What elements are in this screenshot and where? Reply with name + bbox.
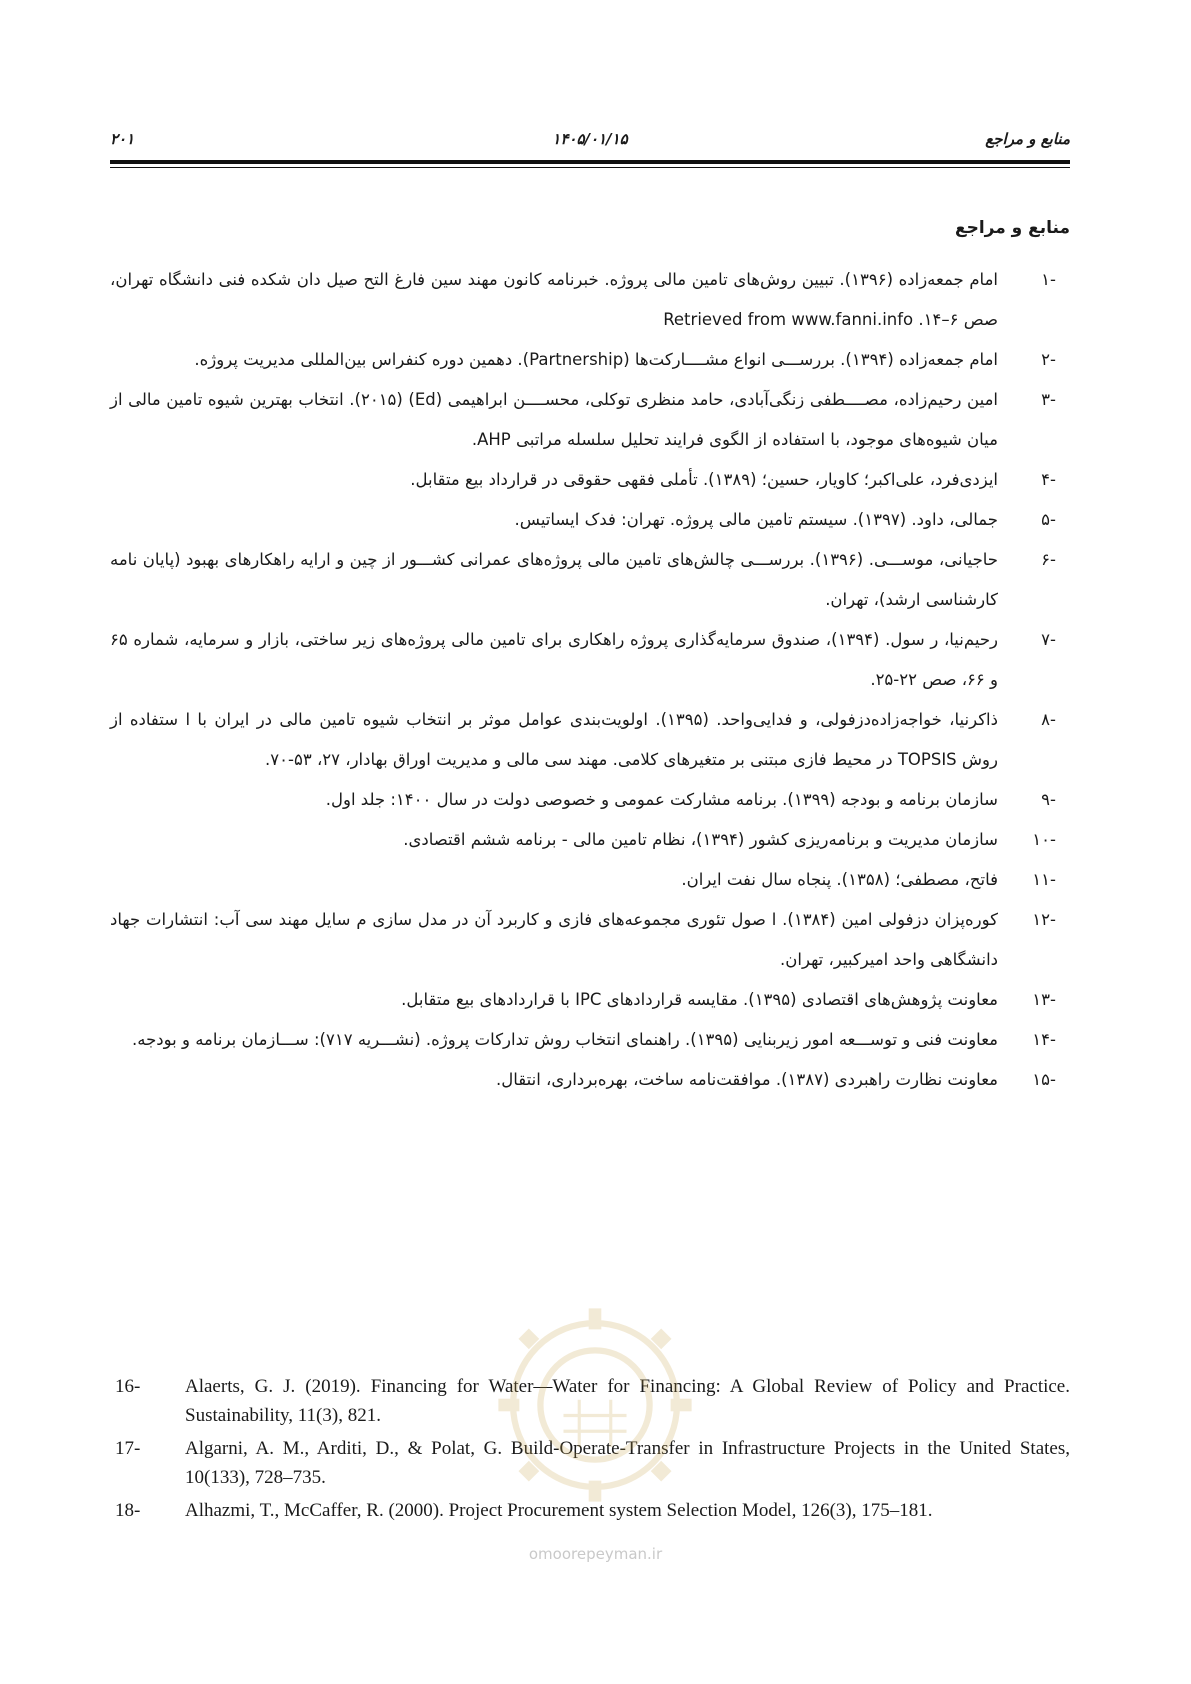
english-reference-item — [115, 1434, 1070, 1492]
reference-text: کوره‌پزان دزفولی امین (۱۳۸۴). ا صول تئوری مجموعه‌های فازی و کاربرد آن در مدل سازی م سایل مهند سی آب: انتشارات جهاد دانشگاهی واحد امیرکبیر، تهران. — [110, 910, 999, 969]
header-section-name: منابع و مراجع — [985, 130, 1070, 148]
reference-number: -۱۲ — [1032, 910, 1056, 929]
header-rule-thick — [110, 160, 1070, 164]
reference-number: -۱۱ — [1032, 870, 1056, 889]
persian-reference-item — [110, 820, 1070, 860]
reference-text: معاونت فنی و توســـعه امور زیربنایی (۱۳۹۵). راهنمای انتخاب روش تدارکات پروژه. (نشـــریه ۷۱۷): ســـازمان برنامه و بودجه. — [131, 1030, 998, 1049]
english-reference-item — [115, 1496, 1070, 1525]
english-reference-list — [115, 1372, 1070, 1529]
reference-text: سازمان برنامه و بودجه (۱۳۹۹). برنامه مشارکت عمومی و خصوصی دولت در سال ۱۴۰۰: جلد اول. — [325, 790, 998, 809]
reference-text: فاتح، مصطفی؛ (۱۳۵۸). پنجاه سال نفت ایران. — [681, 870, 998, 889]
reference-text: رحیم‌نیا، ر سول. (۱۳۹۴)، صندوق سرمایه‌گذاری پروژه راهکاری برای تامین مالی پروژه‌های زیر ساختی، بازار و سرمایه، شماره ۶۵ و ۶۶، صص ۲۲-۲۵. — [110, 630, 999, 689]
reference-number: -۲ — [1041, 350, 1056, 369]
english-reference-item — [115, 1372, 1070, 1430]
reference-number: -۱۳ — [1032, 990, 1056, 1009]
reference-text: ذاکرنیا، خواجه‌زاده‌دزفولی، و فدایی‌واحد. (۱۳۹۵). اولویت‌بندی عوامل موثر بر انتخاب شیوه تامین مالی در ایران با ا ستفاده از روش TOPSIS در محیط فازی مبتنی بر متغیرهای کلامی. مهند سی مالی و مدیریت اوراق بهادار، ۲۷، ۵۳-۷۰. — [110, 710, 998, 769]
persian-reference-item — [110, 1020, 1070, 1060]
reference-text: معاونت پژوهش‌های اقتصادی (۱۳۹۵). مقایسه قراردادهای IPC با قراردادهای بیع متقابل. — [401, 990, 998, 1009]
watermark-text — [0, 1545, 1191, 1563]
header-date: ۱۴۰۵/۰۱/۱۵ — [552, 130, 628, 148]
persian-reference-item — [110, 900, 1070, 980]
reference-text: امام جمعه‌زاده (۱۳۹۶). تبیین روش‌های تامین مالی پروژه. خبرنامه کانون مهند سین فارغ التح صیل دان شکده فنی دانشگاه تهران، صص ۶–۱۴. Retrieved from www.fanni.info — [110, 270, 998, 329]
reference-text: امین رحیم‌زاده، مصــــطفی زنگی‌آبادی، حامد منظری توکلی، محســــن ابراهیمی (Ed) (۲۰۱۵). انتخاب بهترین شیوه تامین مالی از میان شیوه‌های موجود، با استفاده از الگوی فرایند تحلیل سلسله مراتبی AHP. — [110, 390, 999, 449]
header-rule-thin — [110, 167, 1070, 168]
persian-reference-item — [110, 340, 1070, 380]
reference-number: -۶ — [1041, 550, 1056, 569]
watermark-label: omoorepeyman.ir — [528, 1545, 663, 1563]
reference-number: -۱ — [1041, 270, 1056, 289]
reference-number: -۱۰ — [1032, 830, 1056, 849]
reference-number: 16- — [115, 1376, 141, 1397]
section-title: منابع و مراجع — [954, 218, 1070, 238]
reference-number: -۷ — [1041, 630, 1056, 649]
reference-text: Alhazmi, T., McCaffer, R. (2000). Project Procurement system Selection Model, 126(3), 175–181. — [185, 1500, 933, 1521]
persian-reference-item — [110, 260, 1070, 340]
persian-reference-list — [110, 260, 1070, 1100]
persian-reference-item — [110, 780, 1070, 820]
persian-reference-item — [110, 980, 1070, 1020]
persian-reference-item — [110, 620, 1070, 700]
reference-text: سازمان مدیریت و برنامه‌ریزی کشور (۱۳۹۴)، نظام تامین مالی - برنامه ششم اقتصادی. — [403, 830, 998, 849]
persian-reference-item — [110, 380, 1070, 460]
reference-number: -۱۵ — [1032, 1070, 1056, 1089]
reference-text: Alaerts, G. J. (2019). Financing for Water—Water for Financing: A Global Review of Policy and Practice. Sustainability, 11(3), 821. — [185, 1376, 1070, 1426]
reference-number: -۹ — [1041, 790, 1056, 809]
reference-number: -۴ — [1041, 470, 1056, 489]
reference-number: -۸ — [1041, 710, 1056, 729]
persian-reference-item — [110, 1060, 1070, 1100]
reference-text: ایزدی‌فرد، علی‌اکبر؛ کاویار، حسین؛ (۱۳۸۹). تأملی فقهی حقوقی در قرارداد بیع متقابل. — [410, 470, 998, 489]
persian-reference-item — [110, 460, 1070, 500]
reference-text: حاجیانی، موســـی. (۱۳۹۶). بررســـی چالش‌های تامین مالی پروژه‌های عمرانی کشـــور از چین و ارایه راهکارهای بهبود (پایان نامه کارشناسی ارشد)، تهران. — [110, 550, 998, 609]
persian-reference-item — [110, 540, 1070, 620]
reference-number: -۱۴ — [1032, 1030, 1056, 1049]
reference-number: -۵ — [1041, 510, 1056, 529]
reference-text: جمالی، داود. (۱۳۹۷). سیستم تامین مالی پروژه. تهران: فدک ایساتیس. — [514, 510, 998, 529]
reference-number: 18- — [115, 1500, 141, 1521]
reference-text: معاونت نظارت راهبردی (۱۳۸۷). موافقت‌نامه ساخت، بهره‌برداری، انتقال. — [496, 1070, 998, 1089]
persian-reference-item — [110, 500, 1070, 540]
persian-reference-item — [110, 860, 1070, 900]
header-page-number: ۲۰۱ — [110, 130, 135, 148]
reference-text: امام جمعه‌زاده (۱۳۹۴). بررســـی انواع مشــــارکت‌ها (Partnership). دهمین دوره کنفراس بین‌المللی مدیریت پروژه. — [194, 350, 998, 369]
reference-number: -۳ — [1041, 390, 1056, 409]
persian-reference-item — [110, 700, 1070, 780]
running-header — [110, 130, 1070, 156]
reference-number: 17- — [115, 1438, 141, 1459]
reference-text: Algarni, A. M., Arditi, D., & Polat, G. Build-Operate-Transfer in Infrastructure Projects in the United States, 10(133), 728–735. — [185, 1438, 1070, 1488]
